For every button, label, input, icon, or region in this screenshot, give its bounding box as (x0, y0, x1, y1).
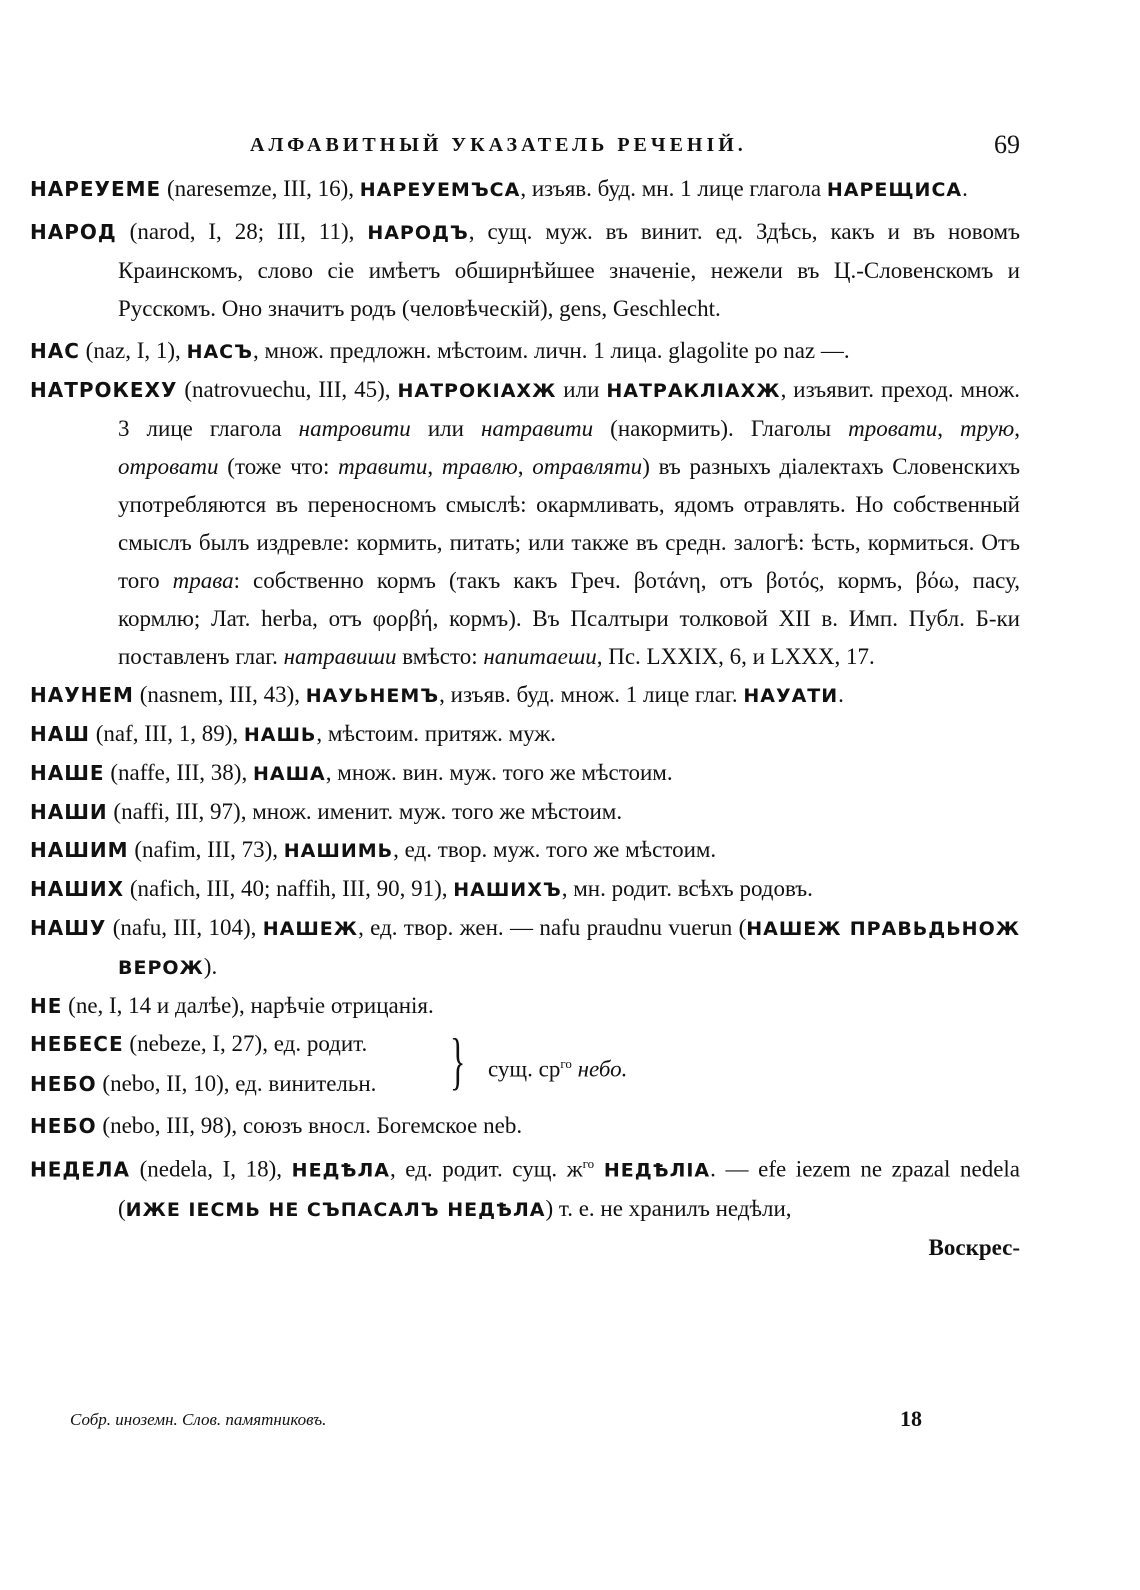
entry-cyrillic: НЕДѢЛІА (603, 1159, 711, 1182)
entry-text: (тоже что: (218, 454, 339, 479)
page-number: 69 (994, 130, 1020, 159)
entry-headword: НАШИХ (30, 877, 125, 901)
entry-text: (naffi, III, 97), множ. именит. муж. того же мѣстоим. (107, 799, 623, 824)
entry-italic: трава (172, 568, 234, 593)
entry-italic: натравити (480, 416, 594, 441)
entry-text: (nafich, III, 40; naffih, III, 90, 91), (124, 876, 454, 901)
brace-row-nebeze (30, 1025, 367, 1063)
entry-ne (30, 987, 1020, 1025)
entry-text: (ne, I, 14 и далѣе), нарѣчіе отрицанія. (62, 993, 434, 1018)
running-title: АЛФАВИТНЫЙ УКАЗАТЕЛЬ РЕЧЕНІЙ. (250, 134, 747, 156)
continuation-word: Воскрес- (928, 1234, 1020, 1260)
entry-cyrillic: ИЖЕ ІЕСМЬ НЕ СЪПАСАЛЪ НЕДѢЛА (125, 1198, 546, 1221)
entry-text: , множ. вин. муж. того же мѣстоим. (325, 760, 673, 785)
entry-cyrillic: НАШЬ (243, 724, 317, 746)
entry-text: ). (203, 954, 218, 979)
entry-naffi (30, 793, 1020, 831)
entry-text: или (556, 377, 607, 402)
entry-text: , (937, 416, 961, 441)
signature-line: Собр. иноземн. Слов. памятниковъ. (70, 1410, 327, 1429)
entry-text: ) т. е. не хранилъ недѣли, (545, 1195, 792, 1221)
entry-headword: НАШУ (30, 916, 107, 940)
entry-text: . — efe iezem ne zpazal nedela ( (118, 1156, 1020, 1221)
entry-naresemze (30, 170, 1020, 209)
entry-headword: НЕДЕЛА (30, 1157, 130, 1182)
entry-text: или (410, 416, 481, 441)
entry-text: , (517, 454, 533, 479)
entry-italic: отравляти (532, 454, 643, 479)
entry-text: (накормить). Глаголы (593, 416, 849, 441)
entry-text: (naf, III, 1, 89), (89, 721, 244, 746)
entry-text: (nafu, III, 104), (106, 915, 263, 940)
entry-text: , множ. предложн. мѣстоим. личн. 1 лица. glagolite po naz —. (252, 338, 850, 363)
entry-text: : собственно кормъ (такъ какъ Греч. βοτάνη, отъ βοτός, кормъ, βόω, пасу, кормлю; Лат. herba, отъ φορβή, кормъ). Въ Псалтыри толковой XII в. Имп. Публ. Б-ки поставленъ глаг. (118, 568, 1021, 669)
entry-text: (nafim, III, 73), (128, 837, 284, 862)
entry-headword: НАТРОКЕХУ (30, 378, 178, 402)
entry-headword: НЕБО (30, 1072, 97, 1096)
entry-text: , изъяв. буд. мн. 1 лице глагола (520, 176, 827, 201)
entry-text: (naresemze, III, 16), (161, 176, 360, 201)
entry-cyrillic: НАША (252, 763, 326, 785)
entry-text: , Пс. LXXIX, 6, и LXXX, 17. (596, 644, 875, 669)
entry-nebo-conj (30, 1107, 1020, 1145)
entry-italic: травлю (441, 454, 518, 479)
entry-headword: НАУНЕМ (30, 683, 134, 707)
entry-cyrillic: НАШЕЖ ПРАВЬДЬНОЖ ВЕРОЖ (118, 918, 1020, 979)
entry-headword: НАШЕ (30, 761, 105, 785)
entry-text: , изъяв. буд. множ. 1 лице глаг. (439, 682, 744, 707)
entry-headword: НАШИ (30, 800, 108, 824)
entry-cyrillic: НАРОДЪ (367, 222, 469, 244)
entry-headword: НЕБЕСЕ (30, 1032, 124, 1056)
entry-text: , изъявит. преход. множ. 3 лице глагола (118, 377, 1020, 441)
entry-nafu (30, 909, 1020, 987)
entry-headword: НАШ (30, 722, 90, 746)
entry-text (594, 1157, 604, 1182)
entry-text: (nebeze, I, 27), ед. родит. (123, 1031, 368, 1056)
entry-italic: отровати (118, 454, 219, 479)
entry-text: ) въ разныхъ діалектахъ Словенскихъ употребляются въ переносномъ смыслѣ: окармливать, ядомъ отравлять. Но собственный смыслъ былъ издревле: кормить, питать; или также въ средн. залогѣ: ѣсть, кормиться. Отъ того (118, 454, 1021, 593)
entry-headword: НАС (30, 339, 80, 363)
entry-cyrillic: НАШИХЪ (453, 879, 562, 901)
entry-narod (30, 213, 1020, 328)
note-italic: небо. (577, 1056, 628, 1082)
entry-text: вмѣсто: (396, 644, 484, 669)
entry-headword: НАРОД (30, 220, 117, 244)
entry-cyrillic: НАРЕЩИСА (826, 179, 963, 201)
entry-nafim (30, 831, 1020, 870)
entry-text: (nebo, II, 10), ед. винительн. (96, 1071, 377, 1096)
entry-text: , ед. твор. муж. того же мѣстоим. (393, 837, 717, 862)
entry-nafich (30, 870, 1020, 909)
entry-text: (nasnem, III, 43), (133, 682, 306, 707)
entry-cyrillic: НАРЕУЕМЪСА (359, 179, 521, 201)
brace-group (30, 1025, 1020, 1107)
entry-text: . (962, 176, 968, 201)
page-footer (70, 1406, 930, 1450)
entry-text: (naffe, III, 38), (104, 760, 253, 785)
entry-italic: натравиши (283, 644, 397, 669)
entry-naf (30, 715, 1020, 754)
entry-text: (naz, I, 1), (79, 338, 187, 363)
entry-naffe (30, 754, 1020, 793)
entry-cyrillic: НАШИМЬ (283, 840, 394, 862)
entry-italic: травити (338, 454, 428, 479)
entry-nasnem (30, 676, 1020, 715)
entry-italic: тровати (848, 416, 938, 441)
brace-note (488, 1045, 627, 1089)
entry-cyrillic: НАТРАКЛІАХЖ (606, 380, 781, 402)
entry-cyrillic: НАШЕЖ (262, 918, 359, 940)
entry-headword: НАШИМ (30, 838, 129, 862)
entry-text: , сущ. муж. въ винит. ед. Здѣсь, какъ и въ новомъ Краинскомъ, слово сіе имѣетъ обширнѣйшее значеніе, нежели въ Ц.-Словенскомъ и Русскомъ. Оно значитъ родъ (человѣческій), gens, Geschlecht. (118, 219, 1020, 321)
entry-nedela (30, 1145, 1020, 1229)
entry-superscript: го (582, 1156, 595, 1171)
entry-italic: натровити (298, 416, 411, 441)
brace-row-nebo (30, 1065, 376, 1103)
entry-text: (nedela, I, 18), (129, 1156, 292, 1182)
entry-text: , мн. родит. всѣхъ родовъ. (561, 876, 813, 901)
entry-text: , ед. твор. жен. — nafu praudnu vuerun ( (358, 915, 747, 940)
entry-cyrillic: НАУАТИ (743, 685, 839, 707)
entry-text: , ед. родит. сущ. ж (389, 1156, 583, 1182)
entry-text: , мѣстоим. притяж. муж. (316, 721, 557, 746)
entry-text: , (427, 454, 442, 479)
note-superscript: го (560, 1056, 572, 1071)
entry-italic: трую (960, 416, 1015, 441)
entry-cyrillic: НАТРОКІАХЖ (397, 380, 557, 402)
entry-headword: НАРЕУЕМЕ (30, 177, 162, 201)
entry-natrovuechu (30, 371, 1020, 676)
note-text: сущ. ср (488, 1056, 561, 1082)
entry-headword: НЕ (30, 994, 63, 1018)
entry-text: (natrovuechu, III, 45), (177, 377, 398, 402)
entry-text: (nebo, III, 98), союзъ вносл. Богемское neb. (96, 1113, 523, 1138)
dictionary-entries (30, 170, 1020, 1267)
entry-cyrillic: НАУЬНЕМЪ (305, 685, 440, 707)
entry-naz (30, 332, 1020, 371)
entry-text: (narod, I, 28; III, 11), (116, 219, 368, 244)
entry-text: . (838, 682, 844, 707)
entry-cyrillic: НАСЪ (186, 341, 253, 363)
entry-headword: НЕБО (30, 1114, 97, 1138)
page-header (250, 130, 1020, 170)
entry-cyrillic: НЕДѢЛА (291, 1159, 390, 1182)
entry-italic: напитаеши (483, 644, 597, 669)
entry-text: , (1014, 416, 1020, 441)
sheet-number: 18 (900, 1406, 922, 1431)
curly-brace-icon: } (450, 1025, 466, 1096)
